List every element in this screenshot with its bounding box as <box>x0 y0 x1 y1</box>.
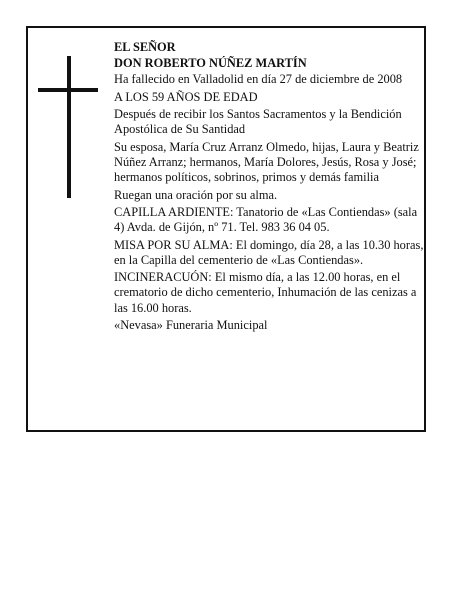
sacraments-statement: Después de recibir los Santos Sacramentos y la Bendición Apostólica de Su Santidad <box>114 107 402 137</box>
funeral-home: «Nevasa» Funeraria Municipal <box>114 317 268 332</box>
cross-icon <box>38 56 98 198</box>
mass-info: MISA POR SU ALMA: El domingo, día 28, a las 10.30 horas, en la Capilla del cementerio de «Las Contiendas». <box>114 237 424 267</box>
notice-text <box>114 40 426 335</box>
age-statement: A LOS 59 AÑOS DE EDAD <box>114 89 258 104</box>
cross-horizontal-bar <box>38 88 98 92</box>
death-statement: Ha fallecido en Valladolid en día 27 de diciembre de 2008 <box>114 72 403 87</box>
cremation-info: INCINERACUÓN: El mismo día, a las 12.00 horas, en el crematorio de dicho cementerio, Inhumación de las cenizas a las 16.00 horas. <box>114 270 417 315</box>
prayer-request: Ruegan una oración por su alma. <box>114 187 278 202</box>
family-statement: Su esposa, María Cruz Arranz Olmedo, hijas, Laura y Beatriz Núñez Arranz; hermanos, María Dolores, Jesús, Rosa y José; hermanos políticos, sobrinos, primos y demás familia <box>114 139 419 185</box>
notice-heading: EL SEÑOR <box>114 40 176 54</box>
obituary-notice <box>26 26 426 432</box>
chapel-info: CAPILLA ARDIENTE: Tanatorio de «Las Contiendas» (sala 4) Avda. de Gijón, nº 71. Tel. 983 36 04 05. <box>114 204 418 235</box>
deceased-name: DON ROBERTO NÚÑEZ MARTÍN <box>114 56 307 71</box>
cross-vertical-bar <box>67 56 71 198</box>
